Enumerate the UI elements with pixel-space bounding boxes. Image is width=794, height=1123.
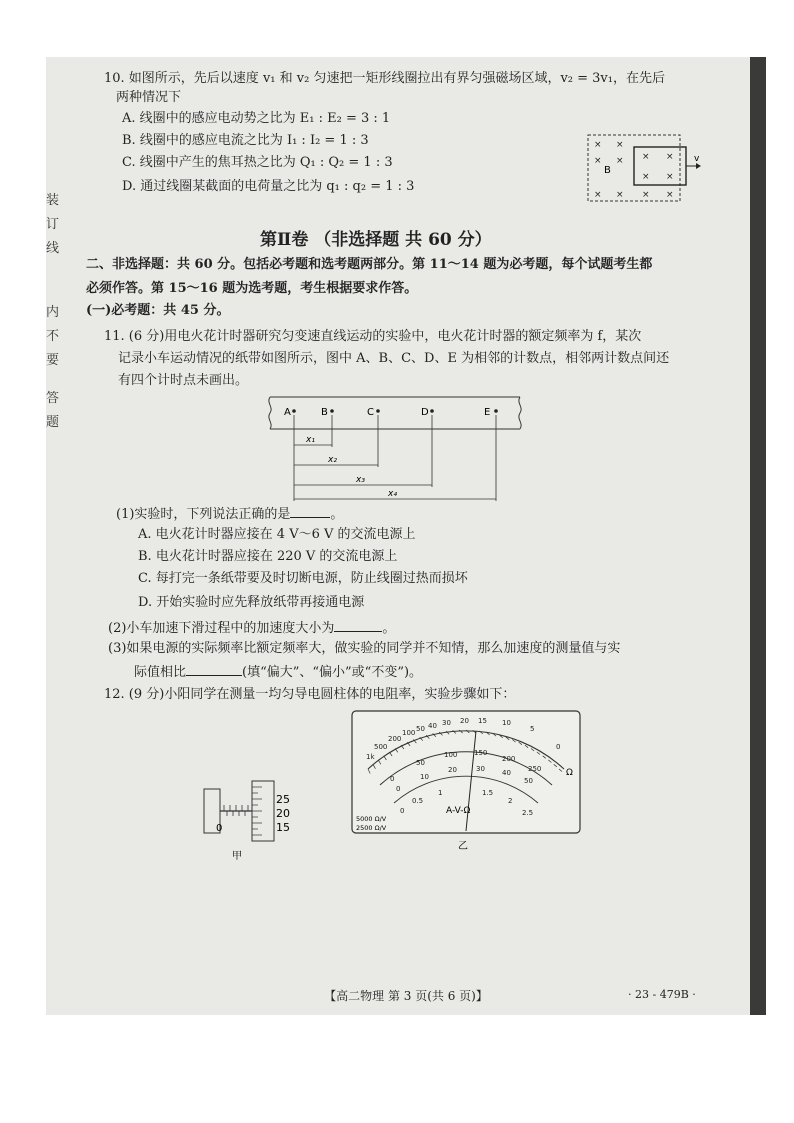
tape-point-c bbox=[376, 409, 380, 413]
margin-char: 线 bbox=[46, 241, 60, 256]
cross-mark: × bbox=[616, 156, 624, 166]
volt-tick-label: 0 bbox=[390, 775, 395, 783]
section2-title: 第Ⅱ卷 （非选择题 共 60 分） bbox=[260, 230, 492, 250]
low-tick-label: 0.5 bbox=[412, 797, 424, 805]
q10-figure bbox=[582, 131, 702, 207]
micrometer-caption: 甲 bbox=[232, 851, 242, 862]
exam-page bbox=[46, 57, 766, 1015]
ohm-tick-label: 50 bbox=[416, 725, 425, 733]
multimeter-figure bbox=[350, 709, 582, 855]
page-footer: 【高二物理 第 3 页(共 6 页)】 bbox=[324, 989, 488, 1003]
low-tick-label: 1 bbox=[438, 789, 443, 797]
q10-option-b: B. 线圈中的感应电流之比为 I₁ : I₂ = 1 : 3 bbox=[122, 133, 369, 148]
ohm-tick-label: 100 bbox=[402, 729, 416, 737]
spec-line-1: 5000 Ω/V bbox=[356, 815, 387, 823]
tape-label-e: E bbox=[484, 407, 491, 418]
section2-required: (一)必考题：共 45 分。 bbox=[86, 303, 230, 318]
micrometer-tick-25: 25 bbox=[276, 793, 290, 806]
q11-option-b: B. 电火花计时器应接在 220 V 的交流电源上 bbox=[138, 549, 398, 564]
tape-label-d: D bbox=[421, 407, 429, 418]
volt2-tick-label: 0 bbox=[396, 785, 401, 793]
ohm-tick-label: 5 bbox=[530, 725, 535, 733]
center-label: A-V-Ω bbox=[446, 806, 471, 816]
answer-blank-2[interactable] bbox=[334, 619, 382, 632]
field-label: B bbox=[604, 165, 611, 176]
volt-tick-label: 250 bbox=[528, 765, 542, 773]
volt2-tick-label: 50 bbox=[524, 777, 533, 785]
q11-sub2-text: (2)小车加速下滑过程中的加速度大小为 bbox=[108, 621, 335, 636]
volt-tick-label: 150 bbox=[474, 749, 488, 757]
ohm-tick-label: 1k bbox=[366, 753, 375, 761]
margin-char: 内 bbox=[46, 305, 60, 320]
micrometer-tick-20: 20 bbox=[276, 807, 290, 820]
margin-char: 答 bbox=[46, 391, 60, 406]
low-tick-label: 2.5 bbox=[522, 809, 534, 817]
cross-mark: × bbox=[666, 190, 674, 200]
paper-tape-figure bbox=[264, 393, 526, 505]
q10-option-c: C. 线圈中产生的焦耳热之比为 Q₁ : Q₂ = 1 : 3 bbox=[122, 155, 393, 170]
q10-stem-line2: 两种情况下 bbox=[116, 90, 182, 105]
cross-mark: × bbox=[594, 156, 602, 166]
label-x4: x₄ bbox=[388, 489, 397, 499]
margin-char: 题 bbox=[46, 415, 60, 430]
paper-code: · 23 - 479B · bbox=[628, 988, 696, 1001]
micrometer-zero: 0 bbox=[216, 823, 223, 834]
q11-sub2: (2)小车加速下滑过程中的加速度大小为 。 bbox=[108, 621, 396, 636]
q11-sub1: (1)实验时，下列说法正确的是 。 bbox=[116, 507, 344, 522]
margin-char: 订 bbox=[46, 217, 60, 232]
scan-edge bbox=[750, 57, 766, 1015]
volt2-tick-label: 40 bbox=[502, 769, 511, 777]
q11-stem-line2: 记录小车运动情况的纸带如图所示，图中 A、B、C、D、E 为相邻的计数点，相邻两计数点间还 bbox=[118, 351, 670, 366]
cross-mark: × bbox=[616, 140, 624, 150]
q10-stem-line1: 10. 如图所示，先后以速度 v₁ 和 v₂ 匀速把一矩形线圈拉出有界匀强磁场区域，v₂ = 3v₁，在先后 bbox=[104, 71, 665, 86]
volt2-tick-label: 10 bbox=[420, 773, 429, 781]
micrometer-figure bbox=[196, 775, 296, 867]
label-x3: x₃ bbox=[356, 475, 365, 485]
volt-tick-label: 200 bbox=[502, 755, 516, 763]
low-tick-label: 1.5 bbox=[482, 789, 494, 797]
q11-sub3-line1: (3)如果电源的实际频率比额定频率大，做实验的同学并不知情，那么加速度的测量值与实 bbox=[108, 641, 621, 656]
answer-blank-3[interactable] bbox=[186, 663, 242, 676]
ohm-tick-label: 20 bbox=[460, 717, 469, 725]
cross-mark: × bbox=[594, 190, 602, 200]
meter-caption: 乙 bbox=[458, 841, 468, 852]
q10-option-d: D. 通过线圈某截面的电荷量之比为 q₁ : q₂ = 1 : 3 bbox=[122, 179, 415, 194]
low-tick-label: 2 bbox=[508, 797, 513, 805]
ohm-unit-label: Ω bbox=[566, 768, 573, 778]
label-x1: x₁ bbox=[306, 435, 315, 445]
spec-line-2: 2500 Ω/V bbox=[356, 824, 387, 832]
cross-mark: × bbox=[616, 190, 624, 200]
q11-option-a: A. 电火花计时器应接在 4 V～6 V 的交流电源上 bbox=[138, 527, 416, 542]
cross-mark: × bbox=[594, 140, 602, 150]
ohm-tick-label: 0 bbox=[556, 743, 561, 751]
ohm-tick-label: 40 bbox=[428, 722, 437, 730]
label-x2: x₂ bbox=[328, 455, 337, 465]
volt2-tick-label: 30 bbox=[476, 765, 485, 773]
margin-char: 不 bbox=[46, 329, 60, 344]
volt-tick-label: 100 bbox=[444, 751, 458, 759]
q11-stem-line3: 有四个计时点未画出。 bbox=[118, 373, 249, 388]
q11-stem-line1: 11. (6 分)用电火花计时器研究匀变速直线运动的实验中，电火花计时器的额定频率为 f，某次 bbox=[104, 329, 642, 344]
margin-char: 装 bbox=[46, 193, 60, 208]
ohm-tick-label: 500 bbox=[374, 743, 388, 751]
answer-blank-1[interactable] bbox=[290, 505, 330, 518]
q11-option-c: C. 每打完一条纸带要及时切断电源，防止线圈过热而损坏 bbox=[138, 571, 468, 586]
ohm-tick-label: 15 bbox=[478, 717, 487, 725]
q11-sub3-prefix: 际值相比 bbox=[134, 665, 187, 680]
tape-point-e bbox=[494, 409, 498, 413]
tape-label-c: C bbox=[367, 407, 374, 418]
q12-stem: 12. (9 分)小阳同学在测量一均匀导电圆柱体的电阻率，实验步骤如下： bbox=[104, 687, 516, 702]
section2-intro-line2: 必须作答。第 15～16 题为选考题，考生根据要求作答。 bbox=[86, 281, 418, 296]
tape-label-a: A bbox=[284, 407, 291, 418]
volt2-tick-label: 20 bbox=[448, 766, 457, 774]
cross-mark: × bbox=[642, 190, 650, 200]
tape-point-b bbox=[330, 409, 334, 413]
q10-option-a: A. 线圈中的感应电动势之比为 E₁ : E₂ = 3 : 1 bbox=[122, 111, 391, 126]
ohm-tick-label: 30 bbox=[442, 719, 451, 727]
velocity-label: v bbox=[694, 154, 700, 164]
cross-mark: × bbox=[666, 152, 674, 162]
tape-point-d bbox=[430, 409, 434, 413]
cross-mark: × bbox=[642, 152, 650, 162]
low-tick-label: 0 bbox=[400, 807, 405, 815]
q11-option-d: D. 开始实验时应先释放纸带再接通电源 bbox=[138, 595, 365, 610]
q11-sub1-text: (1)实验时，下列说法正确的是 bbox=[116, 507, 291, 522]
q11-sub3-suffix: (填“偏大”、“偏小”或“不变”)。 bbox=[242, 665, 423, 680]
section2-intro-line1: 二、非选择题：共 60 分。包括必考题和选考题两部分。第 11～14 题为必考题，每个试题考生都 bbox=[86, 257, 653, 272]
tape-label-b: B bbox=[321, 407, 328, 418]
micrometer-tick-15: 15 bbox=[276, 821, 290, 834]
q11-sub3-line2 bbox=[134, 663, 422, 681]
margin-char: 要 bbox=[46, 353, 60, 368]
ohm-tick-label: 10 bbox=[502, 719, 511, 727]
volt-tick-label: 50 bbox=[416, 759, 425, 767]
cross-mark: × bbox=[666, 172, 674, 182]
ohm-tick-label: 200 bbox=[388, 735, 402, 743]
tape-point-a bbox=[292, 409, 296, 413]
cross-mark: × bbox=[642, 172, 650, 182]
